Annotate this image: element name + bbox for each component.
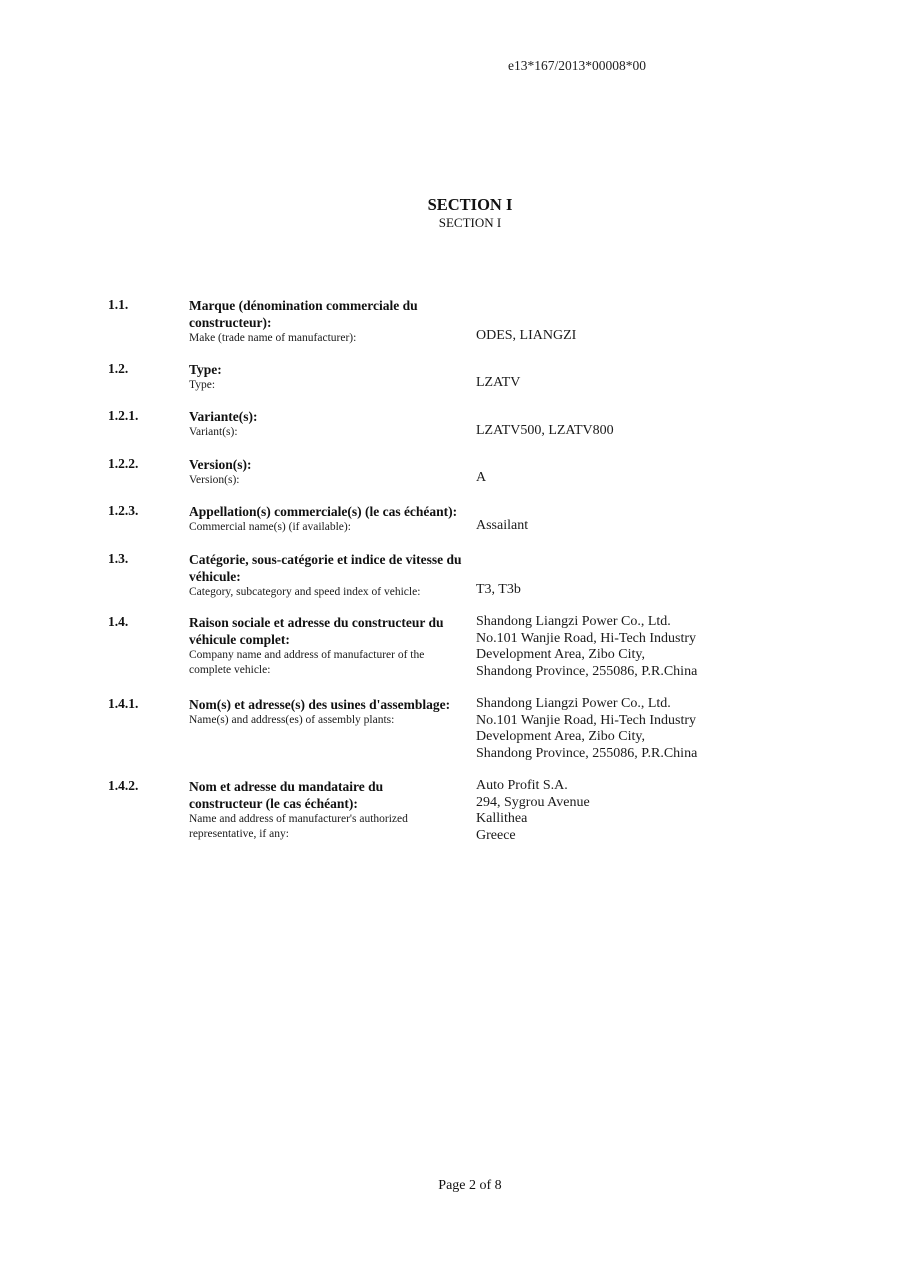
item-number: 1.2.3. [108,503,139,518]
item-value [476,470,736,487]
item-label-fr: Raison sociale et adresse du constructeur du véhicule complet: [189,615,444,647]
item-label-en: Name and address of manufacturer's authorized representative, if any: [189,813,408,840]
item-label [189,778,454,842]
section-heading [0,195,900,231]
item-label [189,456,469,488]
item-label-fr: Catégorie, sous-catégorie et indice de vitesse du véhicule: [189,552,462,584]
value-line: LZATV [476,375,521,390]
item-number: 1.3. [108,551,129,566]
value-line: Auto Profit S.A. [476,778,568,793]
item-label [189,551,469,600]
item-value [476,778,736,844]
value-line: No.101 Wanjie Road, Hi-Tech Industry [476,630,697,646]
item-label-fr: Version(s): [189,457,252,472]
page-number: Page 2 of 8 [438,1178,502,1193]
item-number: 1.4.1. [108,696,139,711]
item-label-fr: Marque (dénomination commerciale du constructeur): [189,298,418,330]
item-number: 1.2.1. [108,408,139,423]
item-label-fr: Variante(s): [189,409,258,424]
item-value [476,375,736,392]
value-line: Shandong Liangzi Power Co., Ltd. [476,614,671,629]
item-label-en: Name(s) and address(es) of assembly plants: [189,714,395,726]
item-label [189,297,469,346]
item-number: 1.2.2. [108,456,139,471]
item-label-fr: Nom et adresse du mandataire du constructeur (le cas échéant): [189,779,384,811]
value-line: A [476,470,487,485]
item-label-en: Company name and address of manufacturer of the complete vehicle: [189,649,425,676]
value-line: LZATV500, LZATV800 [476,423,614,438]
value-line: Shandong Province, 255086, P.R.China [476,663,698,679]
item-value [476,696,736,762]
item-label-en: Commercial name(s) (if available): [189,521,351,533]
item-number: 1.4. [108,614,129,629]
value-line: T3, T3b [476,582,521,597]
section-title-fr: SECTION I [427,195,513,214]
item-label [189,361,469,393]
item-value [476,518,736,535]
value-line: Greece [476,827,516,843]
item-label [189,408,469,440]
value-line: Assailant [476,518,529,533]
value-line: ODES, LIANGZI [476,328,577,343]
value-line: Shandong Liangzi Power Co., Ltd. [476,696,671,711]
value-line: Development Area, Zibo City, [476,647,645,662]
item-label [189,614,469,678]
item-value [476,582,736,599]
item-number: 1.2. [108,361,129,376]
item-label-en: Type: [189,379,216,391]
item-number: 1.1. [108,297,129,312]
item-label-en: Version(s): [189,474,240,486]
item-label [189,696,474,728]
value-line: Kallithea [476,811,528,826]
item-value [476,328,736,345]
section-title-en: SECTION I [438,215,502,230]
item-label-fr: Type: [189,362,222,377]
value-line: Development Area, Zibo City, [476,729,645,744]
item-label-en: Make (trade name of manufacturer): [189,332,357,344]
item-label-fr: Nom(s) et adresse(s) des usines d'assemblage: [189,697,451,712]
item-label [189,503,479,535]
value-line: No.101 Wanjie Road, Hi-Tech Industry [476,712,697,728]
document-reference: e13*167/2013*00008*00 [508,58,646,73]
item-label-fr: Appellation(s) commerciale(s) (le cas échéant): [189,504,458,519]
value-line: 294, Sygrou Avenue [476,794,590,810]
item-value [476,423,736,440]
value-line: Shandong Province, 255086, P.R.China [476,745,698,761]
item-label-en: Category, subcategory and speed index of vehicle: [189,586,421,598]
item-value [476,614,736,680]
item-label-en: Variant(s): [189,426,238,438]
item-number: 1.4.2. [108,778,139,793]
